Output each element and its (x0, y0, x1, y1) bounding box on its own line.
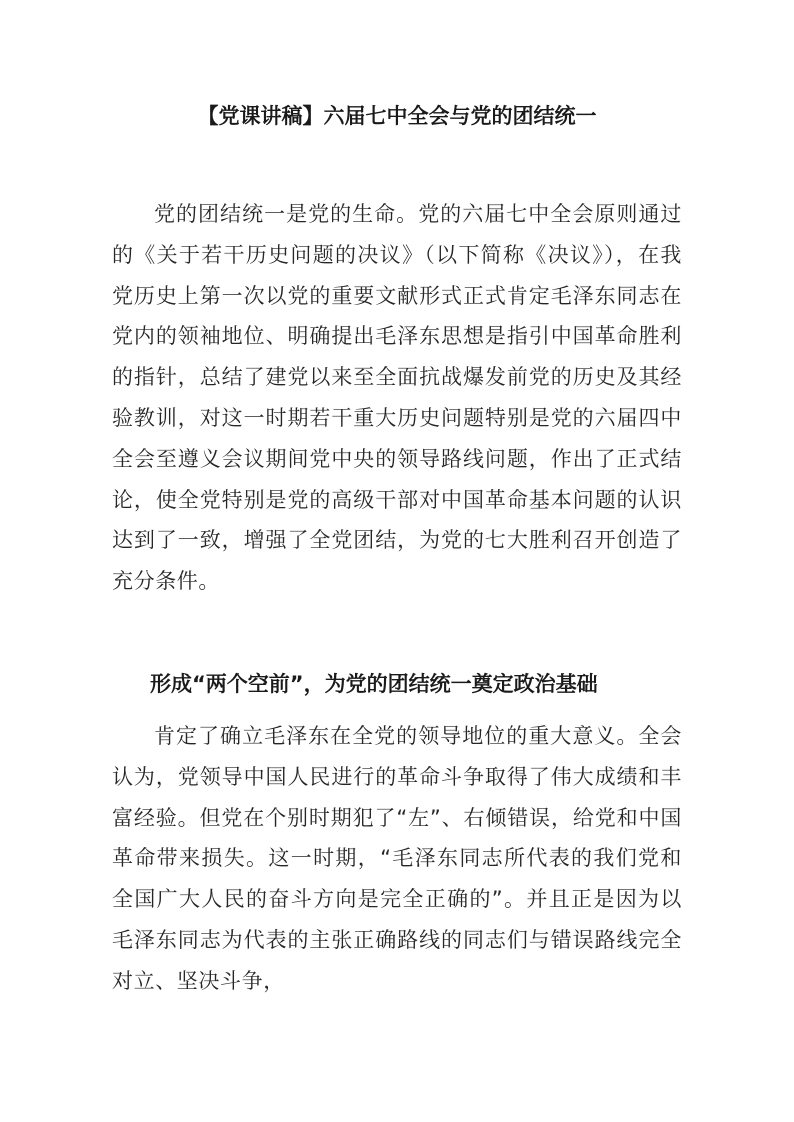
section-heading: 形成“两个空前”，为党的团结统一奠定政治基础 (150, 672, 598, 696)
document-title: 【党课讲稿】六届七中全会与党的团结统一 (197, 104, 597, 128)
body-paragraph-2: 肯定了确立毛泽东在全党的领导地位的重大意义。全会认为，党领导中国人民进行的革命斗争取得了伟大成绩和丰富经验。但党在个别时期犯了“左”、右倾错误，给党和中国革命带来损失。这一时期，“毛泽东同志所代表的我们党和全国广大人民的奋斗方向是完全正确的”。并且正是因为以毛泽东同志为代表的主张正确路线的同志们与错误路线完全对立、坚决斗争， (112, 724, 682, 993)
body-paragraph-1: 党的团结统一是党的生命。党的六届七中全会原则通过的《关于若干历史问题的决议》（以下简称《决议》），在我党历史上第一次以党的重要文献形式正式肯定毛泽东同志在党内的领袖地位、明确提出毛泽东思想是指引中国革命胜利的指针，总结了建党以来至全面抗战爆发前党的历史及其经验教训，对这一时期若干重大历史问题特别是党的六届四中全会至遵义会议期间党中央的领导路线问题，作出了正式结论，使全党特别是党的高级干部对中国革命基本问题的认识达到了一致，增强了全党团结，为党的七大胜利召开创造了充分条件。 (112, 202, 682, 594)
